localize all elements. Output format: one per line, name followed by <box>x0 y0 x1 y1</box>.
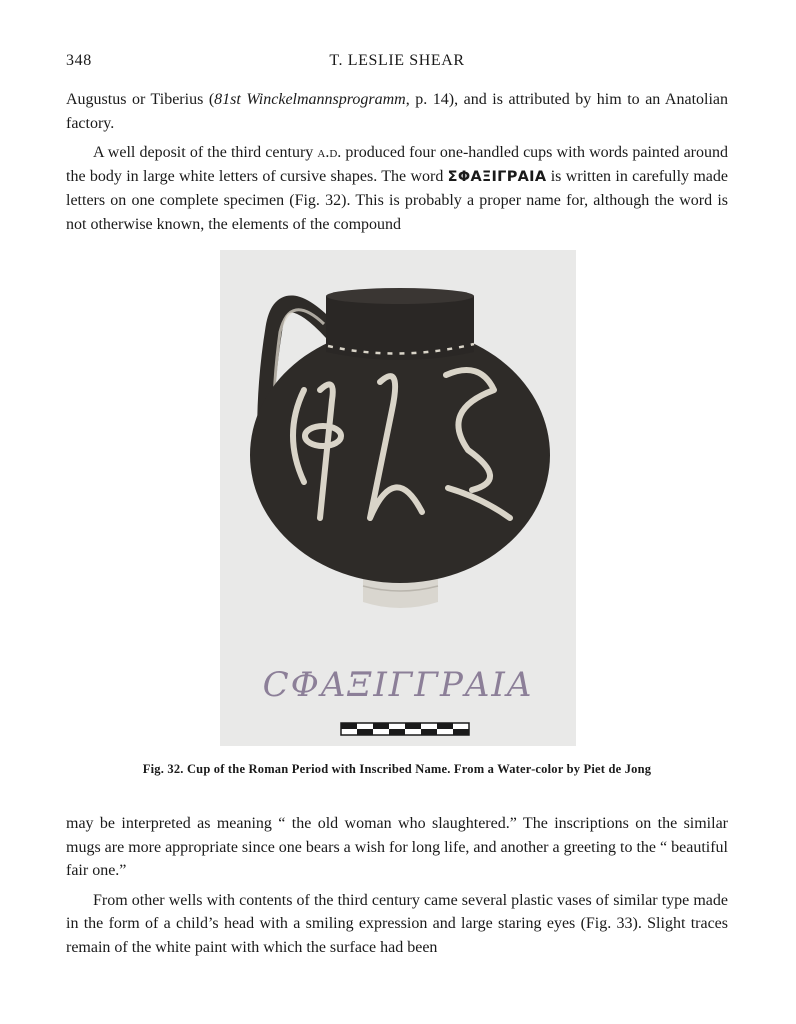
p1-italic-title: 81st Winckelmannsprogramm <box>214 91 406 108</box>
running-head: T. LESLIE SHEAR <box>329 52 465 69</box>
scale-bar <box>341 723 469 735</box>
body-text-bottom <box>66 812 728 959</box>
p1-text-a: Augustus or Tiberius ( <box>66 91 215 108</box>
p2-text-b: produced four one-handled cups with words painted around the body in large white letters of cursive shapes. The word <box>66 144 728 185</box>
page-number: 348 <box>66 52 92 69</box>
p1-text-b: , p. 14), and is attributed by him to an Anatolian factory. <box>66 91 729 132</box>
paragraph-4: From other wells with contents of the third century came several plastic vases of similar type made in the form of a child’s head with a smiling expression and large staring eyes (Fig. 33). Slight traces remain of the white paint with which the surface had been <box>66 891 728 956</box>
figure-photograph <box>220 250 576 746</box>
paragraph-3: may be interpreted as meaning “ the old woman who slaughtered.” The inscriptions on the similar mugs are more appropriate since one bears a wish for long life, and another a greeting to the “ beautiful fair one.” <box>66 815 728 879</box>
body-text-top <box>66 88 728 236</box>
page-header <box>66 52 728 76</box>
cup-illustration <box>220 250 576 746</box>
figure-transcription: СФΑΞΙΓΓΡΑΙΑ <box>262 665 534 705</box>
cup-neck <box>326 296 474 360</box>
paragraph-1 <box>66 88 728 135</box>
p2-text-a: A well deposit of the third century <box>93 144 318 161</box>
greek-word: ΣΦΑΞΙΓΡΑΙΑ <box>447 168 547 185</box>
paragraph-2 <box>66 141 728 236</box>
p2-text-c: is written in carefully made letters on one complete specimen (Fig. 32). This is probably a proper name for, although the word is not otherwise known, the elements of the compound <box>66 167 729 233</box>
era-abbreviation: a.d. <box>317 144 342 161</box>
figure-caption: Fig. 32. Cup of the Roman Period with Inscribed Name. From a Water-color by Piet de Jong <box>142 762 652 776</box>
cup-rim <box>326 288 474 304</box>
